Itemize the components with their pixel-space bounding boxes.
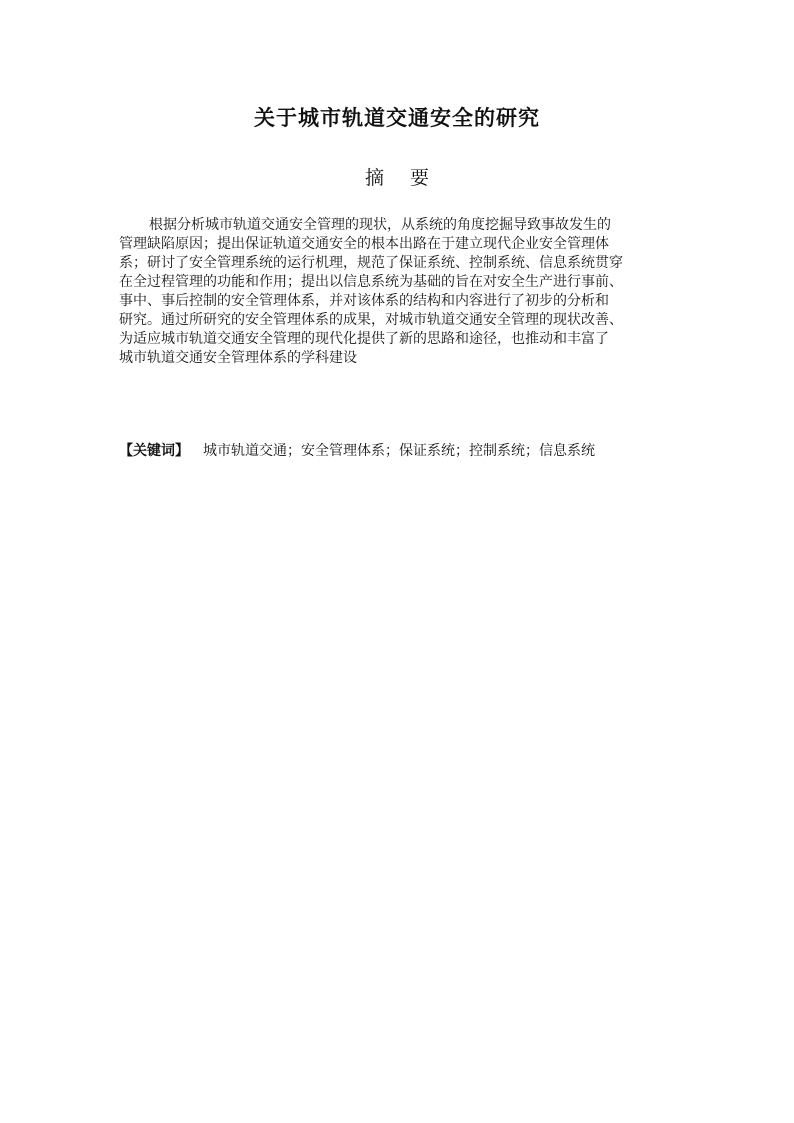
- abstract-line: 在全过程管理的功能和作用；提出以信息系统为基础的旨在对安全生产进行事前、: [119, 274, 623, 290]
- abstract-line: 城市轨道交通安全管理体系的学科建设: [119, 350, 357, 366]
- abstract-heading-char-2: 要: [410, 167, 430, 189]
- abstract-line: 系；研讨了安全管理系统的运行机理，规范了保证系统、控制系统、信息系统贯穿: [119, 255, 623, 271]
- abstract-line: 事中、事后控制的安全管理体系，并对该体系的结构和内容进行了初步的分析和: [119, 293, 609, 309]
- abstract-heading: [0, 166, 794, 190]
- abstract-line: 管理缺陷原因；提出保证轨道交通安全的根本出路在于建立现代企业安全管理体: [119, 236, 609, 252]
- abstract-body: [119, 216, 679, 368]
- keywords-text: 城市轨道交通；安全管理体系；保证系统；控制系统；信息系统: [203, 443, 595, 459]
- keywords-label: 【关键词】: [119, 443, 189, 459]
- document-title: 关于城市轨道交通安全的研究: [254, 105, 540, 130]
- abstract-line: 根据分析城市轨道交通安全管理的现状，从系统的角度挖掘导致事故发生的: [149, 217, 611, 233]
- keywords-line: [119, 441, 699, 461]
- abstract-line: 研究。通过所研究的安全管理体系的成果，对城市轨道交通安全管理的现状改善、: [119, 312, 623, 328]
- abstract-line: 为适应城市轨道交通安全管理的现代化提供了新的思路和途径，也推动和丰富了: [119, 331, 609, 347]
- abstract-heading-char-1: 摘: [364, 167, 384, 189]
